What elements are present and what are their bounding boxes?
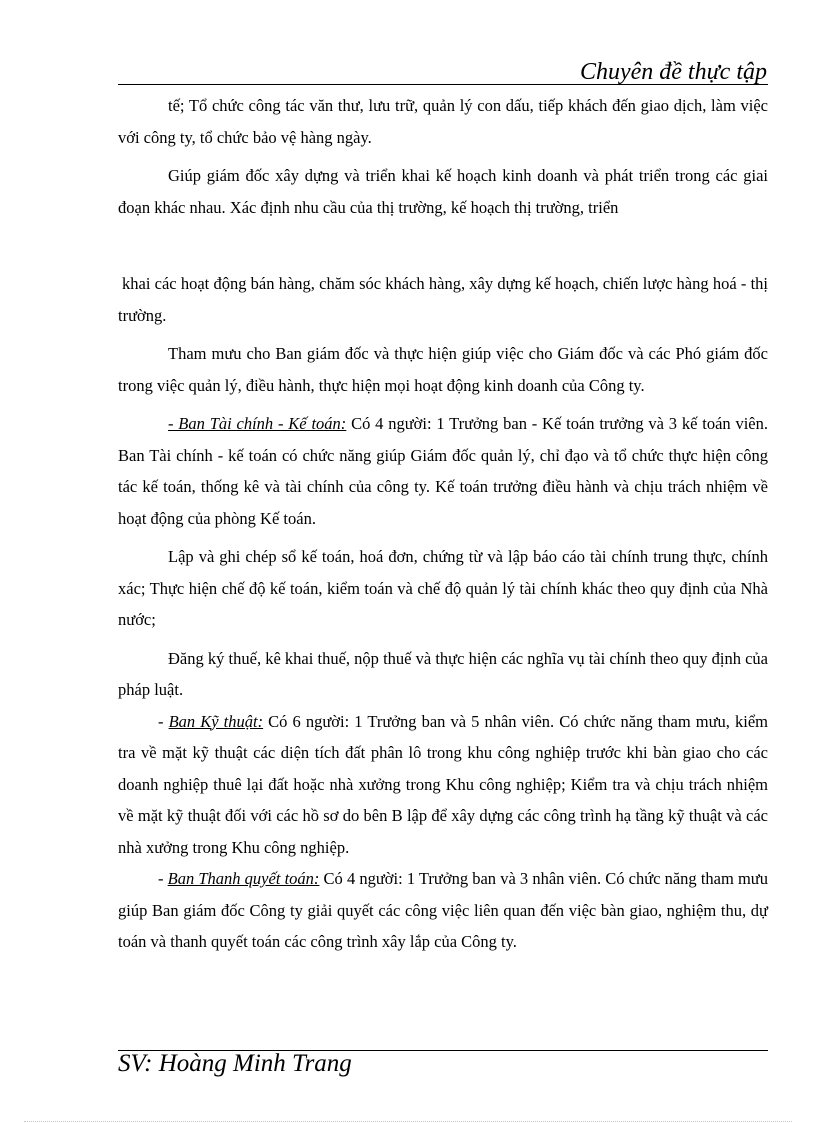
page-gap	[118, 223, 768, 268]
page-body	[118, 90, 768, 958]
finance-department-text: Có 4 người: 1 Trưởng ban - Kế toán trưởng và 3 kế toán viên. Ban Tài chính - kế toán có chức năng giúp Giám đốc quản lý, chỉ đạo và tổ chức thực hiện công tác kế toán, thống kê và tài chính của công ty. Kế toán trưởng điều hành và chịu trách nhiệm về hoạt động của phòng Kế toán.	[118, 414, 768, 528]
paragraph-tax-obligations: Đăng ký thuế, kê khai thuế, nộp thuế và thực hiện các nghĩa vụ tài chính theo quy định của pháp luật.	[118, 648, 768, 699]
paragraph-settlement-department	[118, 863, 768, 958]
paragraph-sales-activities: khai các hoạt động bán hàng, chăm sóc khách hàng, xây dựng kế hoạch, chiến lược hàng hoá - thị trường.	[118, 274, 768, 325]
paragraph-accounting-records: Lập và ghi chép sổ kế toán, hoá đơn, chứng từ và lập báo cáo tài chính trung thực, chính xác; Thực hiện chế độ kế toán, kiểm toán và chế độ quản lý tài chính khác theo quy định của Nhà nước;	[118, 547, 768, 629]
settlement-department-label: Ban Thanh quyết toán:	[167, 869, 320, 888]
paragraph-finance-department	[118, 408, 768, 534]
paragraph-advisory-role: Tham mưu cho Ban giám đốc và thực hiện giúp việc cho Giám đốc và các Phó giám đốc trong việc quản lý, điều hành, thực hiện mọi hoạt động kinh doanh của Công ty.	[118, 344, 768, 395]
finance-department-label: - Ban Tài chính - Kế toán:	[168, 414, 347, 433]
page-edge-dotted-line	[24, 1121, 792, 1122]
technical-department-text: Có 6 người: 1 Trưởng ban và 5 nhân viên. Có chức năng tham mưu, kiểm tra về mặt kỹ thuật các diện tích đất phân lô trong khu công nghiệp trước khi bàn giao cho các doanh nghiệp thuê lại đất hoặc nhà xưởng trong Khu công nghiệp; Kiểm tra và chịu trách nhiệm về mặt kỹ thuật đối với các hồ sơ do bên B lập để xây dựng các công trình hạ tầng kỹ thuật và các nhà xưởng trong Khu công nghiệp.	[118, 711, 769, 857]
settlement-department-dash: -	[158, 869, 168, 888]
paragraph-technical-department	[118, 706, 768, 864]
footer-author: SV: Hoàng Minh Trang	[118, 1050, 352, 1077]
header-rule	[118, 84, 768, 85]
paragraph-business-planning: Giúp giám đốc xây dựng và triển khai kế hoạch kinh doanh và phát triển trong các giai đoạn khác nhau. Xác định nhu cầu của thị trường, kế hoạch thị trường, triển	[118, 166, 768, 217]
technical-department-dash: -	[158, 711, 169, 731]
technical-department-label: Ban Kỹ thuật:	[168, 711, 264, 731]
settlement-department-text: Có 4 người: 1 Trưởng ban và 3 nhân viên. Có chức năng tham mưu giúp Ban giám đốc Công ty giải quyết các công việc liên quan đến việc bàn giao, nghiệm thu, dự toán và thanh quyết toán các công trình xây lắp của Công ty.	[118, 869, 768, 951]
header-title: Chuyên đề thực tập	[579, 59, 767, 85]
paragraph-office-duties: tế; Tổ chức công tác văn thư, lưu trữ, quản lý con dấu, tiếp khách đến giao dịch, làm việc với công ty, tổ chức bảo vệ hàng ngày.	[118, 96, 768, 147]
